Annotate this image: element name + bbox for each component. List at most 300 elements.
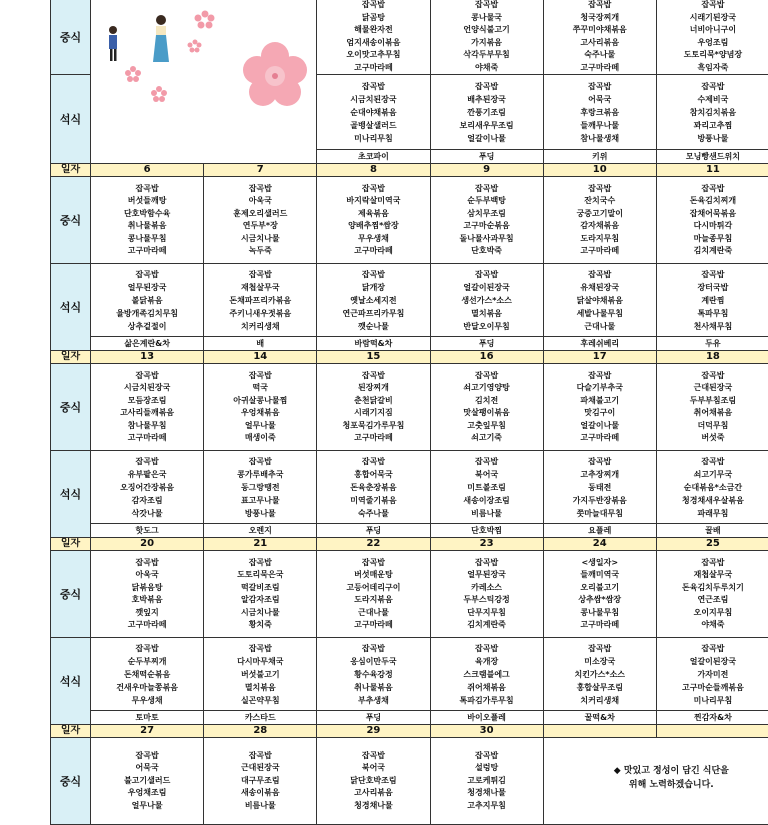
menu-item: 어묵국 — [588, 94, 612, 104]
date-cell: 23 — [430, 538, 543, 551]
dinner-snack: 키위 — [543, 150, 656, 164]
menu-item: 청경채나물 — [467, 788, 506, 798]
dinner-label: 석식 — [51, 638, 91, 725]
menu-item: 고구마라떼 — [354, 433, 393, 442]
menu-item: 고구마라떼 — [127, 433, 167, 442]
menu-item: 순대볶음*소금간 — [683, 482, 743, 492]
menu-item: 잡곡밥 — [248, 370, 272, 380]
menu-item: 표고무나물 — [240, 495, 280, 505]
menu-item: 율방개족김치무침 — [116, 308, 179, 318]
menu-item: 잡곡밥 — [248, 269, 272, 279]
menu-item: 얼갈이된장국 — [689, 656, 737, 666]
menu-item: 불고기샐러드 — [123, 775, 171, 785]
menu-item: 잡곡밥 — [588, 269, 612, 279]
menu-item: 청국장찌개 — [580, 12, 620, 22]
menu-item: 닭단호박조림 — [350, 775, 397, 785]
menu-item: 취나물볶음 — [354, 682, 393, 692]
lunch-cell — [543, 0, 656, 75]
lunch-cell — [430, 364, 543, 451]
menu-item: 건새우마늘쫑볶음 — [116, 682, 179, 692]
menu-item: 잡곡밥 — [135, 557, 159, 567]
menu-item: 황치죽 — [248, 620, 272, 629]
menu-item: 다시마튀각 — [693, 221, 733, 230]
date-cell: 6 — [91, 164, 204, 177]
menu-item: 잡곡밥 — [361, 0, 386, 9]
menu-item: 부추생채 — [357, 695, 389, 705]
menu-item: 쥐어채볶음 — [467, 682, 506, 692]
menu-item: 고구마라떼 — [580, 62, 620, 72]
menu-item: 스크램블에그 — [463, 669, 510, 679]
menu-item: 멸치볶음 — [244, 682, 276, 692]
menu-item: 버섯죽 — [701, 433, 725, 442]
menu-item: 연근파프리카무침 — [342, 308, 405, 318]
menu-item: 잡곡밥 — [361, 750, 386, 760]
date-cell: 7 — [204, 164, 317, 177]
menu-item: 아귀살콩나물찜 — [233, 395, 288, 405]
dinner-snack: 꿀배 — [656, 524, 768, 538]
menu-item: 오리불고기 — [580, 582, 620, 592]
dinner-cell — [317, 638, 430, 711]
dinner-cell — [204, 638, 317, 711]
menu-item: 홍합어묵국 — [354, 469, 393, 479]
menu-item: 된장찌개 — [357, 383, 389, 392]
menu-item: 돈육춘장볶음 — [350, 482, 397, 492]
menu-item: 도토리묵은국 — [237, 570, 284, 579]
menu-item: 얼무된장국 — [127, 282, 167, 292]
date-label: 일자 — [51, 538, 91, 551]
date-label: 일자 — [51, 351, 91, 364]
menu-item: 잔치국수 — [584, 196, 616, 205]
menu-item: 시금치된장국 — [123, 383, 171, 392]
date-cell: 28 — [204, 725, 317, 738]
menu-item: 깻순나물 — [357, 321, 389, 331]
menu-item: 비름나물 — [471, 508, 503, 518]
lunch-cell — [656, 364, 768, 451]
dinner-snack: 초코파이 — [317, 150, 430, 164]
couple-figure — [109, 15, 169, 62]
dinner-label: 석식 — [51, 451, 91, 538]
date-cell: 20 — [91, 538, 204, 551]
menu-item: 무우생채 — [357, 233, 389, 243]
menu-item: 순대야채볶음 — [350, 107, 397, 117]
menu-item: 감자채볶음 — [580, 221, 620, 230]
small-blossom — [125, 11, 215, 103]
menu-item: 오이지무침 — [693, 607, 733, 617]
lunch-cell — [204, 177, 317, 264]
menu-item: 잡곡밥 — [701, 81, 725, 91]
menu-item: 돌나물사과무침 — [459, 233, 514, 243]
dinner-cell — [317, 451, 430, 524]
menu-item: 얼갈이나물 — [467, 133, 506, 143]
menu-item: 궁중고기말이 — [576, 208, 623, 218]
menu-item: 생선가스*소스 — [461, 295, 512, 305]
menu-item: 미역줄기볶음 — [350, 495, 397, 505]
menu-item: <생일자> — [581, 557, 619, 567]
menu-item: 닭볶음탕 — [131, 582, 163, 592]
menu-item: 잡곡밥 — [475, 183, 499, 193]
menu-item: 장터국밥 — [697, 282, 729, 292]
dinner-cell — [91, 638, 204, 711]
menu-item: 잡곡밥 — [361, 456, 386, 466]
menu-item: 옹심이만두국 — [350, 656, 397, 666]
date-cell: 13 — [91, 351, 204, 364]
menu-item: 얼갈이나물 — [580, 420, 620, 430]
dinner-snack: 푸딩 — [430, 150, 543, 164]
dinner-snack: 찐감자&차 — [656, 711, 768, 725]
menu-item: 잡곡밥 — [475, 370, 499, 380]
dinner-snack: 두유 — [656, 337, 768, 351]
menu-item: 떡국 — [252, 383, 269, 392]
menu-item: 고구마순들깨볶음 — [682, 682, 744, 692]
menu-item: 시래기지짐 — [354, 408, 393, 417]
menu-item: 양배추찜*쌈장 — [348, 221, 399, 230]
dinner-snack: 후레쉬베리 — [543, 337, 656, 351]
lunch-cell — [204, 551, 317, 638]
menu-item: 잡곡밥 — [361, 643, 386, 653]
menu-item: 육개장 — [475, 656, 499, 666]
menu-item: 얼무나물 — [244, 420, 276, 430]
empty-date-cell — [543, 725, 656, 738]
menu-item: 알감자조림 — [240, 595, 280, 604]
menu-item: 잡곡밥 — [588, 370, 612, 380]
menu-item: 콩나물국 — [471, 12, 503, 22]
date-cell: 29 — [317, 725, 430, 738]
dinner-snack: 오렌지 — [204, 524, 317, 538]
dinner-snack: 단호박찜 — [430, 524, 543, 538]
menu-item: 가지볶음 — [471, 37, 503, 47]
menu-item: 반달오이무침 — [463, 321, 510, 331]
menu-item: 너비아니구이 — [689, 25, 737, 34]
menu-item: 쇠고기무국 — [693, 469, 733, 479]
menu-item: 잡곡밥 — [135, 643, 159, 653]
menu-item: 무우생채 — [131, 695, 163, 705]
dinner-cell — [656, 451, 768, 524]
menu-item: 옛날소세지전 — [350, 295, 397, 305]
dinner-cell — [91, 264, 204, 337]
menu-item: 숙주나물 — [584, 50, 616, 59]
date-cell: 17 — [543, 351, 656, 364]
menu-item: 잡곡밥 — [475, 456, 499, 466]
menu-item: 깻잎지 — [135, 607, 159, 617]
menu-item: 김치전 — [475, 395, 499, 405]
dinner-snack: 핫도그 — [91, 524, 204, 538]
menu-item: 엄지새송이볶음 — [346, 37, 401, 47]
dinner-snack: 요플레 — [543, 524, 656, 538]
menu-item: 청경채새우살볶음 — [682, 495, 744, 505]
menu-item: 맛살팽이볶음 — [463, 408, 510, 417]
lunch-label: 중식 — [51, 177, 91, 264]
menu-item: 새송이볶음 — [240, 788, 280, 798]
menu-item: 버섯들깨탕 — [127, 196, 167, 205]
menu-item: 가자미전 — [697, 669, 729, 679]
menu-item: 치커리생채 — [240, 321, 280, 331]
menu-item: 우엉채볶음 — [240, 408, 280, 417]
lunch-label: 중식 — [51, 551, 91, 638]
lunch-cell — [430, 177, 543, 264]
date-cell: 25 — [656, 538, 768, 551]
lunch-label: 중식 — [51, 0, 91, 75]
menu-item: 고구마라떼 — [580, 433, 620, 442]
menu-item: 참나물무침 — [127, 420, 167, 430]
lunch-cell — [317, 177, 430, 264]
menu-item: 잡곡밥 — [588, 643, 612, 653]
monthly-menu-table — [50, 0, 768, 825]
menu-item: 잡곡밥 — [475, 643, 499, 653]
lunch-cell — [430, 738, 543, 825]
menu-item: 북어국 — [361, 763, 386, 773]
menu-item: 단호박죽 — [471, 246, 503, 255]
menu-item: 방풍나물 — [697, 133, 729, 143]
date-cell: 18 — [656, 351, 768, 364]
dinner-snack: 삶은계란&차 — [91, 337, 204, 351]
dinner-snack: 카스타드 — [204, 711, 317, 725]
lunch-cell — [317, 0, 430, 75]
menu-item: 떡갈비조림 — [240, 582, 280, 592]
menu-item: 시금치나물 — [240, 233, 280, 243]
menu-item: 잡곡밥 — [701, 456, 725, 466]
spring-illustration — [91, 0, 317, 164]
date-label: 일자 — [51, 164, 91, 177]
date-cell: 15 — [317, 351, 430, 364]
menu-item: 얼무나물 — [131, 800, 163, 810]
menu-item: 시금치된장국 — [350, 94, 397, 104]
dinner-snack: 푸딩 — [317, 711, 430, 725]
menu-item: 오징어간장볶음 — [120, 482, 175, 492]
lunch-cell — [317, 738, 430, 825]
menu-item: 우엉채조림 — [127, 788, 167, 798]
menu-item: 시금치나물 — [240, 607, 280, 617]
menu-item: 취어채볶음 — [693, 408, 733, 417]
menu-item: 도토리묵*양념장 — [683, 50, 743, 59]
lunch-cell — [317, 364, 430, 451]
menu-item: 아욱국 — [135, 570, 159, 579]
menu-item: 잡곡밥 — [248, 557, 272, 567]
menu-item: 동태전 — [588, 482, 612, 492]
menu-item: 훈제오리샐러드 — [233, 208, 288, 218]
menu-item: 재첩살무국 — [693, 570, 733, 579]
menu-item: 잡곡밥 — [135, 750, 159, 760]
menu-item: 고로케튀김 — [467, 775, 506, 785]
menu-item: 모듬장조림 — [127, 395, 167, 405]
date-cell: 8 — [317, 164, 430, 177]
dinner-cell — [543, 451, 656, 524]
lunch-cell — [204, 364, 317, 451]
menu-item: 치커리생채 — [580, 695, 620, 705]
menu-item: 방풍나물 — [244, 508, 276, 518]
menu-item: 고사리볶음 — [580, 37, 620, 47]
menu-item: 톡파무침 — [697, 308, 729, 318]
menu-item: 잡곡밥 — [588, 456, 612, 466]
menu-item: 북어국 — [475, 469, 499, 479]
menu-item: 단호박함수육 — [123, 208, 171, 218]
menu-item: 잡곡밥 — [248, 456, 272, 466]
lunch-cell — [317, 551, 430, 638]
menu-item: 두부부침조림 — [689, 395, 737, 405]
menu-item: 미트볼조림 — [467, 482, 506, 492]
dinner-cell — [430, 264, 543, 337]
menu-item: 황수육강정 — [354, 669, 393, 679]
menu-item: 연근조림 — [697, 595, 729, 604]
menu-item: 연두부*장 — [242, 221, 278, 230]
menu-item: 콩나물무침 — [580, 607, 620, 617]
empty-date-cell — [656, 725, 768, 738]
menu-item: 고춧잎무침 — [467, 420, 506, 430]
menu-item: 대구무조림 — [240, 775, 280, 785]
lunch-cell — [656, 551, 768, 638]
lunch-cell — [656, 0, 768, 75]
dinner-cell — [543, 264, 656, 337]
menu-item: 파채불고기 — [580, 395, 620, 405]
menu-item: 녹두죽 — [248, 246, 272, 255]
dinner-cell — [656, 264, 768, 337]
menu-item: 유채된장국 — [580, 282, 620, 292]
dinner-snack: 모닝빵샌드위치 — [656, 150, 768, 164]
menu-item: 꽈리고추찜 — [693, 120, 733, 130]
dinner-cell — [543, 75, 656, 150]
menu-item: 잡곡밥 — [135, 269, 159, 279]
date-cell: 11 — [656, 164, 768, 177]
menu-item: 잡곡밥 — [588, 183, 612, 193]
menu-item: 볼닭볶음 — [131, 295, 163, 305]
menu-item: 고구마라떼 — [354, 62, 393, 72]
notice-text — [544, 764, 768, 798]
dinner-cell — [204, 264, 317, 337]
menu-item: 잡곡밥 — [135, 183, 159, 193]
menu-item: 해물완자전 — [354, 25, 393, 34]
notice-cell — [543, 738, 768, 825]
large-blossom — [243, 42, 307, 106]
menu-item: 수제비국 — [697, 94, 729, 104]
menu-item: 호박볶음 — [131, 595, 163, 604]
menu-item: 다시마무채국 — [237, 656, 284, 666]
lunch-label: 중식 — [51, 364, 91, 451]
menu-item: 고구마라떼 — [354, 620, 393, 629]
menu-item: 어묵국 — [135, 763, 159, 773]
menu-item: 동그랑땡전 — [240, 482, 280, 492]
dinner-snack: 푸딩 — [430, 337, 543, 351]
menu-item: 들깨미역국 — [580, 570, 620, 579]
menu-item: 아욱국 — [248, 196, 272, 205]
dinner-snack: 바이오플레 — [430, 711, 543, 725]
menu-item: 고구마라떼 — [127, 246, 167, 255]
date-cell: 14 — [204, 351, 317, 364]
menu-item: 카레소스 — [471, 582, 503, 592]
menu-item: 잡곡밥 — [475, 750, 499, 760]
menu-item: 시래기된장국 — [689, 12, 737, 22]
lunch-cell — [656, 177, 768, 264]
menu-item: 돈육김치찌개 — [689, 196, 737, 205]
date-cell: 9 — [430, 164, 543, 177]
menu-item: 취나물볶음 — [127, 221, 167, 230]
menu-item: 천사채무침 — [693, 321, 733, 331]
menu-item: 고구마라떼 — [580, 246, 620, 255]
menu-item: 쭈꾸미야채볶음 — [572, 25, 627, 34]
menu-item: 고구마라떼 — [127, 620, 167, 629]
menu-item: 잡곡밥 — [475, 81, 499, 91]
menu-item: 고구마순볶음 — [463, 221, 510, 230]
dinner-cell — [91, 451, 204, 524]
menu-item: 야채죽 — [475, 62, 499, 72]
menu-page — [50, 0, 768, 825]
menu-item: 닭살야채볶음 — [576, 295, 623, 305]
menu-item: 단무지무침 — [467, 607, 506, 617]
lunch-cell — [543, 364, 656, 451]
menu-item: 잡곡밥 — [361, 183, 386, 193]
dinner-label: 석식 — [51, 75, 91, 164]
lunch-label: 중식 — [51, 738, 91, 825]
menu-item: 삭갓나물 — [131, 508, 163, 518]
menu-item: 유부팥은국 — [127, 469, 167, 479]
menu-item: 청포묵김가루무침 — [342, 420, 405, 430]
menu-item: 잡곡밥 — [475, 269, 499, 279]
menu-item: 깐풍기조림 — [467, 107, 506, 117]
menu-item: 콩나물무침 — [127, 233, 167, 243]
menu-item: 참치김치볶음 — [689, 107, 737, 117]
menu-item: 청경채나물 — [354, 800, 393, 810]
date-cell: 30 — [430, 725, 543, 738]
menu-item: 잡곡밥 — [475, 0, 499, 9]
menu-item: 콩가루배추국 — [237, 469, 284, 479]
menu-item: 야채죽 — [701, 620, 725, 629]
menu-item: 김치계란죽 — [467, 620, 506, 629]
menu-item: 근대나물 — [357, 607, 389, 617]
menu-item: 흑임자죽 — [697, 62, 729, 72]
menu-item: 돈육김치두루치기 — [682, 582, 744, 592]
menu-item: 가지두반장볶음 — [572, 495, 627, 505]
dinner-snack: 배 — [204, 337, 317, 351]
notice-line: 위해 노력하겠습니다. — [628, 780, 714, 790]
dinner-snack: 꿀떡&차 — [543, 711, 656, 725]
menu-item: 닭곰탕 — [361, 12, 386, 22]
dinner-cell — [317, 264, 430, 337]
menu-item: 순두부백탕 — [467, 196, 506, 205]
menu-item: 배추된장국 — [467, 94, 506, 104]
menu-item: 버섯불고기 — [240, 669, 280, 679]
lunch-cell — [91, 364, 204, 451]
lunch-cell — [204, 738, 317, 825]
menu-item: 잡곡밥 — [701, 370, 725, 380]
date-cell: 16 — [430, 351, 543, 364]
menu-item: 잡곡밥 — [475, 557, 499, 567]
menu-item: 춘천닭갈비 — [354, 395, 393, 405]
cherry-blossom-icon — [91, 0, 317, 158]
menu-item: 잡곡밥 — [361, 370, 386, 380]
menu-item: 감자조림 — [131, 495, 163, 505]
menu-item: 주키니새우젓볶음 — [229, 308, 292, 318]
date-label: 일자 — [51, 725, 91, 738]
menu-item: 바지락살미역국 — [346, 196, 401, 205]
menu-item: 고추장찌개 — [580, 469, 620, 479]
lunch-cell — [543, 551, 656, 638]
menu-item: 다슬기부추국 — [576, 383, 623, 392]
menu-item: 미나리무침 — [693, 695, 733, 705]
menu-item: 잡곡밥 — [248, 643, 272, 653]
menu-item: 잡곡밥 — [701, 557, 725, 567]
menu-item: 순두부찌개 — [127, 656, 167, 666]
menu-item: 마늘종무침 — [693, 233, 733, 243]
dinner-snack: 바람떡&차 — [317, 337, 430, 351]
dinner-cell — [543, 638, 656, 711]
menu-item: 언양식불고기 — [463, 25, 510, 34]
menu-item: 새송이장조림 — [463, 495, 510, 505]
lunch-cell — [91, 738, 204, 825]
menu-item: 삼치무조림 — [467, 208, 506, 218]
menu-item: 잡곡밥 — [361, 81, 386, 91]
menu-item: 잡곡밥 — [588, 0, 612, 9]
menu-item: 잡곡밥 — [135, 456, 159, 466]
menu-item: 잡채어묵볶음 — [689, 208, 737, 218]
dinner-cell — [656, 75, 768, 150]
